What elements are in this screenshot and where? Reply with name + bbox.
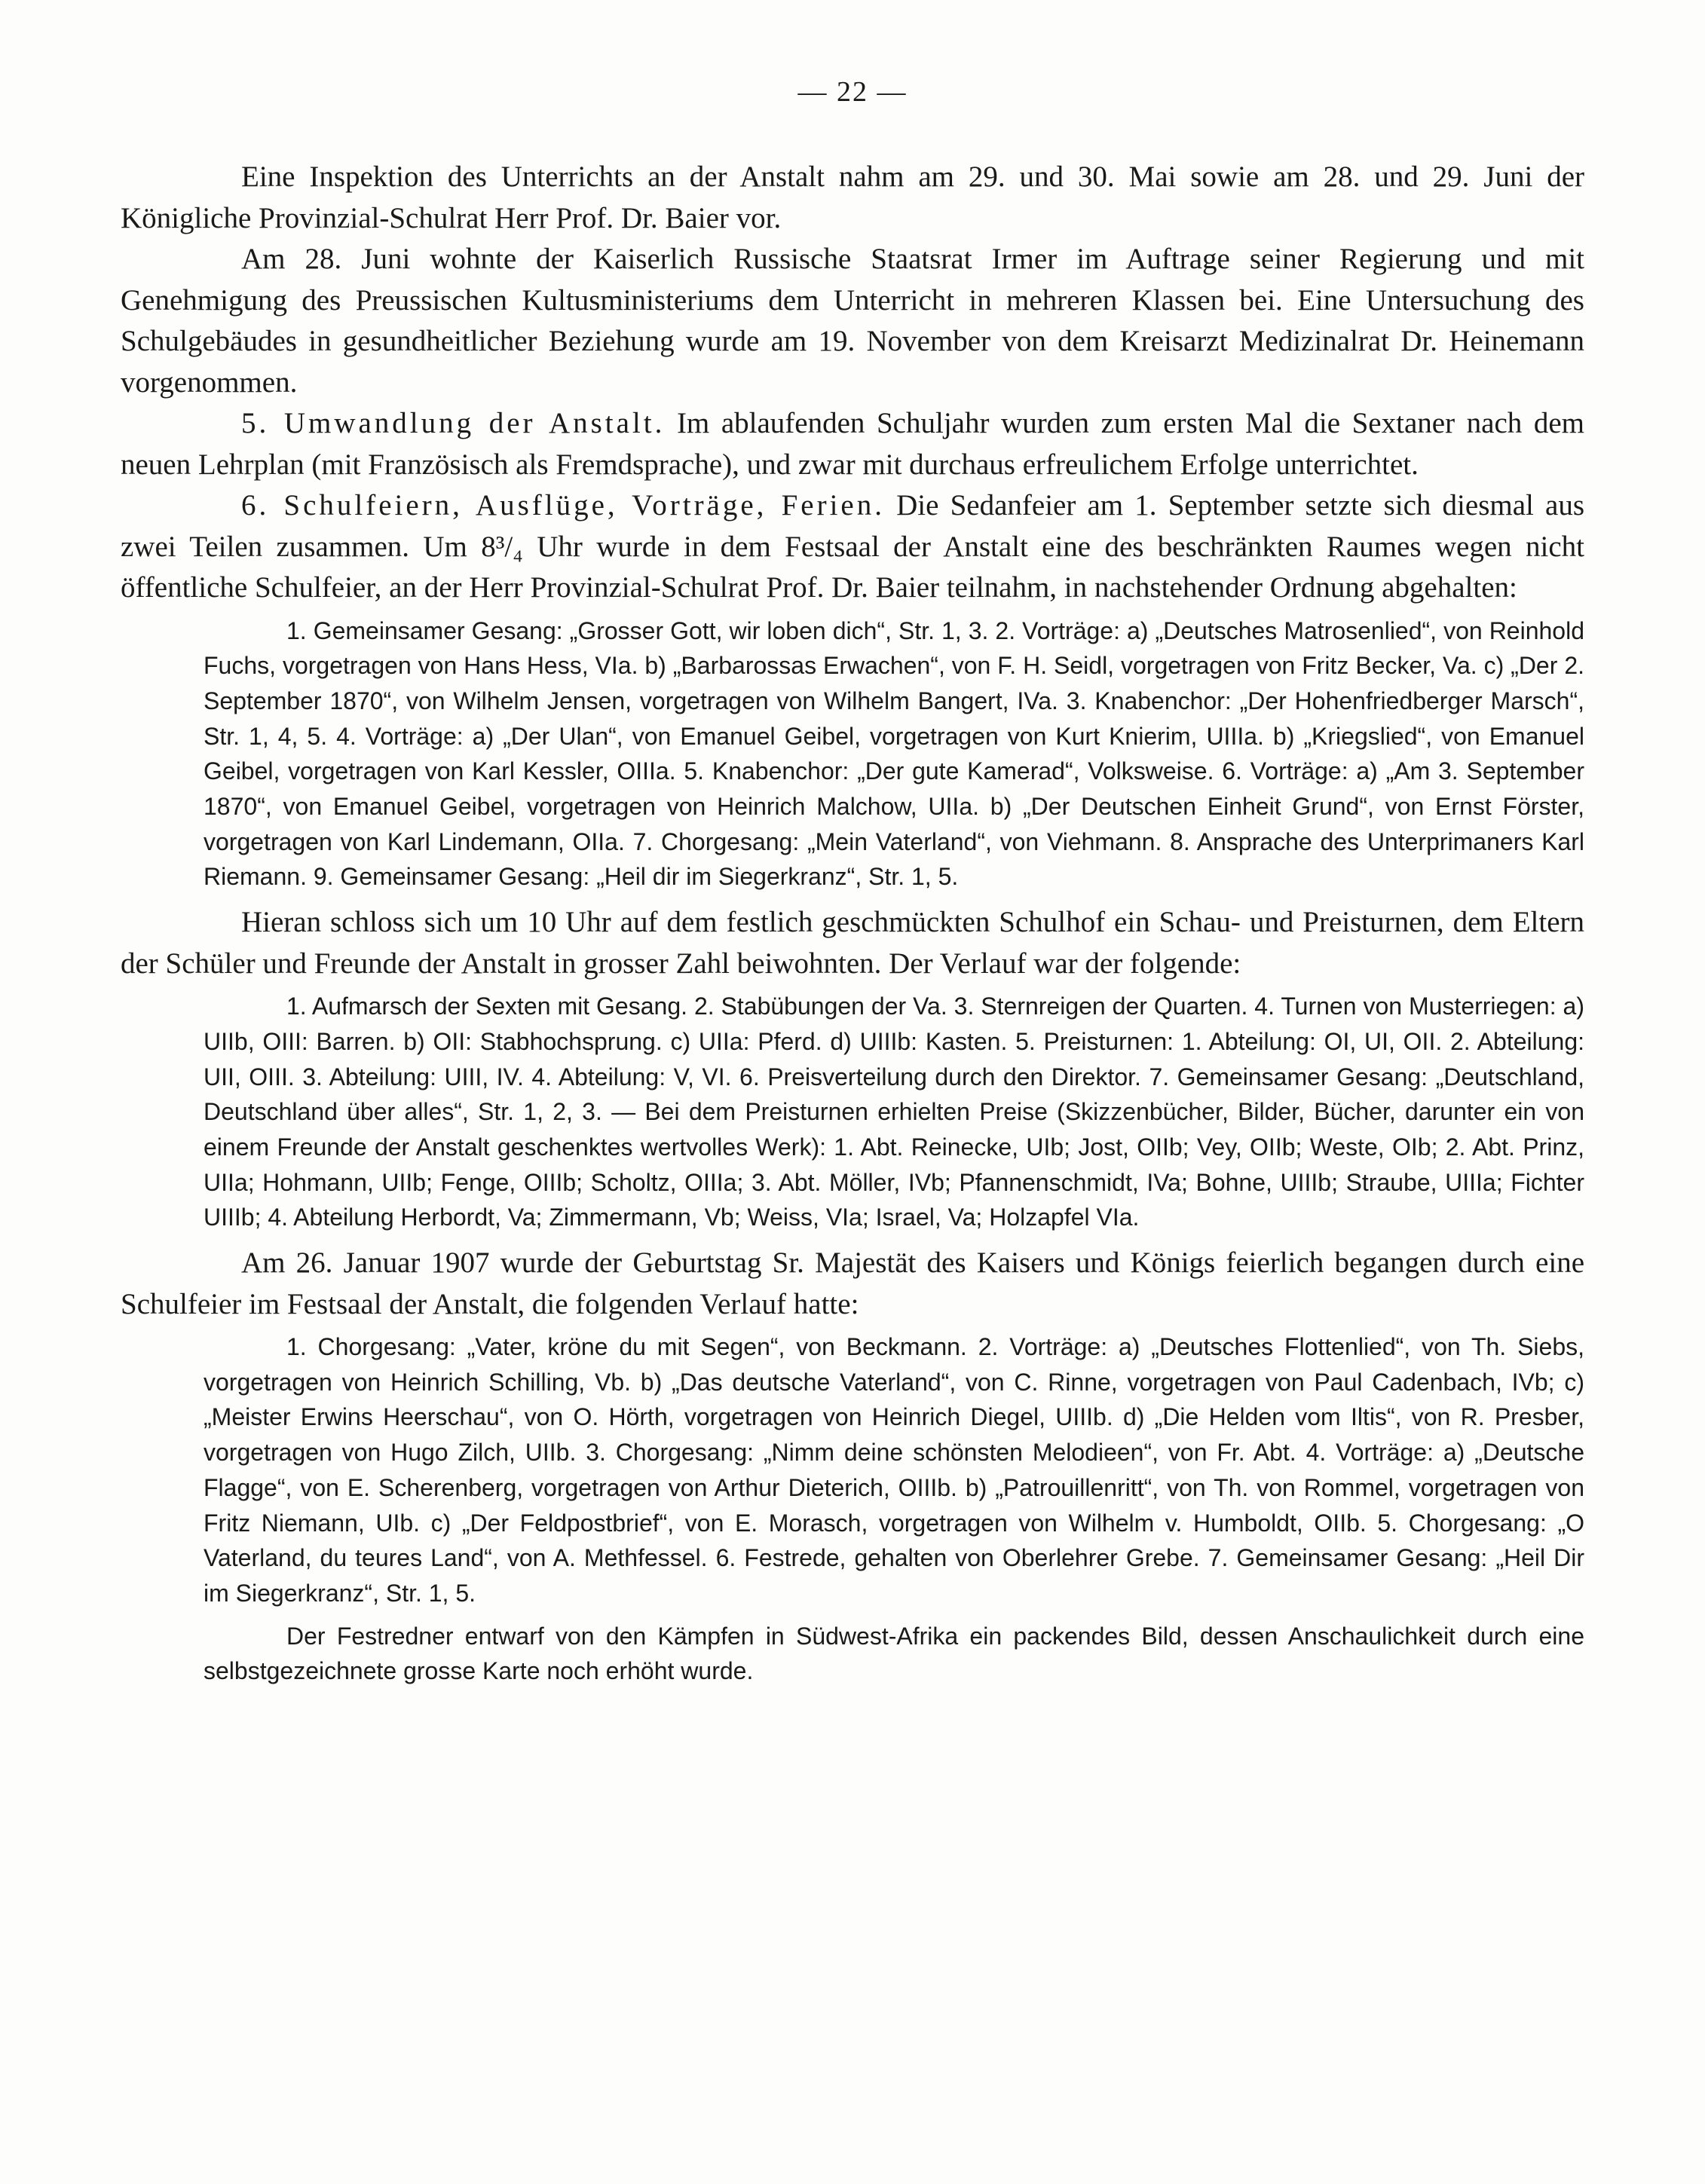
- paragraph-celebrations: [121, 485, 1584, 609]
- program-sedan-celebration: 1. Gemeinsamer Gesang: „Grosser Gott, wir loben dich“, Str. 1, 3. 2. Vorträge: a) „Deutsches Matrosenlied“, von Reinhold Fuchs, vorgetragen von Hans Hess, VIa. b) „Barbarossas Erwachen“, von F. H. Seidl, vorgetragen von Fritz Becker, Va. c) „Der 2. September 1870“, von Wilhelm Jensen, vorgetragen von Wilhelm Bangert, IVa. 3. Knabenchor: „Der Hohenfriedberger Marsch“, Str. 1, 4, 5. 4. Vorträge: a) „Der Ulan“, von Emanuel Geibel, vorgetragen von Kurt Knierim, UIIIa. b) „Kriegslied“, von Emanuel Geibel, vorgetragen von Karl Kessler, OIIIa. 5. Knabenchor: „Der gute Kamerad“, Volksweise. 6. Vorträge: a) „Am 3. September 1870“, von Emanuel Geibel, vorgetragen von Heinrich Malchow, UIIa. b) „Der Deutschen Einheit Grund“, von Ernst Förster, vorgetragen von Karl Lindemann, OIIa. 7. Chorgesang: „Mein Vaterland“, von Viehmann. 8. Ansprache des Unterprimaners Karl Riemann. 9. Gemeinsamer Gesang: „Heil dir im Siegerkranz“, Str. 1, 5.: [204, 616, 1584, 891]
- program-note-speech: Der Festredner entwarf von den Kämpfen in Südwest-Afrika ein packendes Bild, dessen Anschaulichkeit durch eine selbstgezeichnete grosse Karte noch erhöht wurde.: [204, 1622, 1584, 1685]
- paragraph-emperor-birthday: Am 26. Januar 1907 wurde der Geburtstag Sr. Majestät des Kaisers und Königs feierlich begangen durch eine Schulfeier im Festsaal der Anstalt, die folgenden Verlauf hatte:: [121, 1246, 1584, 1320]
- paragraph-visit: Am 28. Juni wohnte der Kaiserlich Russische Staatsrat Irmer im Auftrage seiner Regierung und mit Genehmigung des Preussischen Kultusministeriums dem Unterricht in mehreren Klassen bei. Eine Untersuchung des Schulgebäudes in gesundheitlicher Beziehung wurde am 19. November von dem Kreisarzt Medizinalrat Dr. Heinemann vorgenommen.: [121, 243, 1584, 399]
- program-gymnastics: 1. Aufmarsch der Sexten mit Gesang. 2. Stabübungen der Va. 3. Sternreigen der Quarten. 4. Turnen von Musterriegen: a) UIIb, OIII: Barren. b) OII: Stabhochsprung. c) UIIa: Pferd. d) UIIIb: Kasten. 5. Preisturnen: 1. Abteilung: OI, UI, OII. 2. Abteilung: UII, OIII. 3. Abteilung: UIII, IV. 4. Abteilung: V, VI. 6. Preisverteilung durch den Direktor. 7. Gemeinsamer Gesang: „Deutschland, Deutschland über alles“, Str. 1, 2, 3. — Bei dem Preisturnen erhielten Preise (Skizzenbücher, Bilder, Bücher, darunter ein von einem Freunde der Anstalt geschenktes wertvolles Werk): 1. Abt. Reinecke, UIb; Jost, OIIb; Vey, OIIb; Weste, OIb; 2. Abt. Prinz, UIIa; Hohmann, UIIb; Fenge, OIIIb; Scholtz, OIIIa; 3. Abt. Möller, IVb; Pfannenschmidt, IVa; Bohne, UIIIb; Straube, UIIIa; Fichter UIIIb; 4. Abteilung Herbordt, Va; Zimmermann, Vb; Weiss, VIa; Israel, Va; Holzapfel VIa.: [204, 993, 1584, 1231]
- section-body-celebrations: Die Sedanfeier am 1. September setzte sich diesmal aus zwei Teilen zusammen. Um 8³/₄ Uhr wurde in dem Festsaal der Anstalt eine des beschränkten Raumes wegen nicht öffentliche Schulfeier, an der Herr Provinzial-Schulrat Prof. Dr. Baier teilnahm, in nachstehender Ordnung abgehalten:: [121, 489, 1584, 604]
- section-body-conversion: Im ablaufenden Schuljahr wurden zum ersten Mal die Sextaner nach dem neuen Lehrplan (mit Französisch als Fremdsprache), und zwar mit durchaus erfreulichem Erfolge unterrichtet.: [121, 407, 1584, 481]
- section-heading-conversion: 5. Umwandlung der Anstalt.: [241, 407, 666, 439]
- section-heading-celebrations: 6. Schulfeiern, Ausflüge, Vorträge, Ferien.: [241, 489, 885, 522]
- paragraph-conversion: [121, 403, 1584, 485]
- paragraph-gymnastics: Hieran schloss sich um 10 Uhr auf dem festlich geschmückten Schulhof ein Schau- und Preisturnen, dem Eltern der Schüler und Freunde der Anstalt in grosser Zahl beiwohnten. Der Verlauf war der folgende:: [121, 906, 1584, 980]
- paragraph-inspection: Eine Inspektion des Unterrichts an der Anstalt nahm am 29. und 30. Mai sowie am 28. und 29. Juni der Königliche Provinzial-Schulrat Herr Prof. Dr. Baier vor.: [121, 161, 1584, 234]
- program-emperor-birthday: 1. Chorgesang: „Vater, kröne du mit Segen“, von Beckmann. 2. Vorträge: a) „Deutsches Flottenlied“, von Th. Siebs, vorgetragen von Heinrich Schilling, Vb. b) „Das deutsche Vaterland“, von C. Rinne, vorgetragen von Paul Cadenbach, IVb; c) „Meister Erwins Heerschau“, von O. Hörth, vorgetragen von Heinrich Diegel, UIIIb. d) „Die Helden vom Iltis“, von R. Presber, vorgetragen von Hugo Zilch, UIIb. 3. Chorgesang: „Nimm deine schönsten Melodieen“, von Fr. Abt. 4. Vorträge: a) „Deutsche Flagge“, von E. Scherenberg, vorgetragen von Arthur Dieterich, OIIIb. b) „Patrouillenritt“, von Th. von Rommel, vorgetragen von Fritz Niemann, UIb. c) „Der Feldpostbrief“, von E. Morasch, vorgetragen von Wilhelm v. Humboldt, OIIb. 5. Chorgesang: „O Vaterland, du teures Land“, von A. Methfessel. 6. Festrede, gehalten von Oberlehrer Grebe. 7. Gemeinsamer Gesang: „Heil Dir im Siegerkranz“, Str. 1, 5.: [204, 1333, 1584, 1607]
- page-number: — 22 —: [797, 76, 908, 108]
- page-body: [121, 157, 1584, 1696]
